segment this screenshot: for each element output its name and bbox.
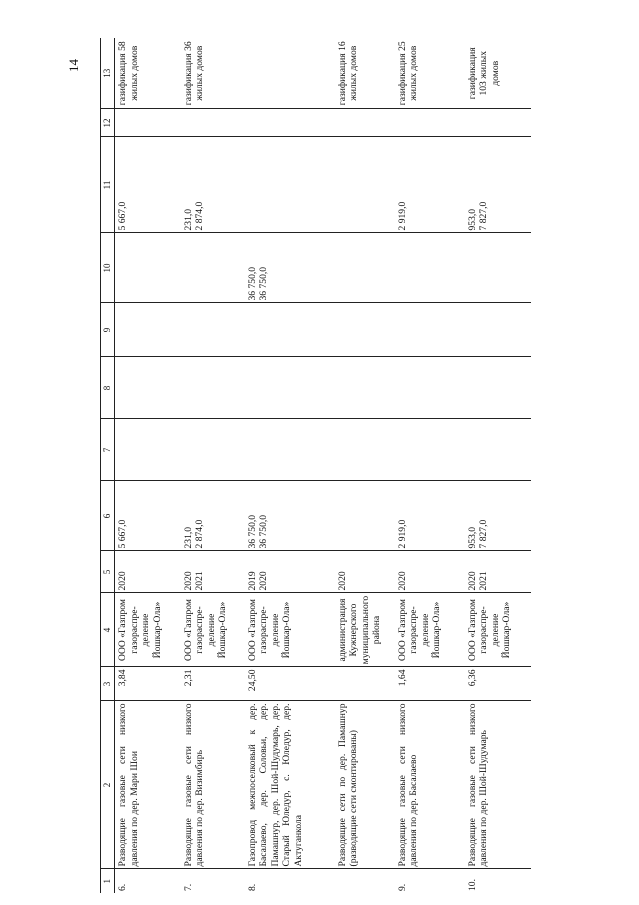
years (335, 551, 395, 593)
cell-col12 (245, 109, 335, 137)
cell-col8 (395, 357, 465, 419)
federal-cost (395, 233, 465, 303)
company-cost (395, 137, 465, 233)
cell-col8 (465, 357, 531, 419)
column-number: 13 (101, 38, 115, 109)
years-value: 2020 (182, 571, 194, 591)
company-cost-value: 231,0 (182, 208, 194, 231)
cell-col9 (115, 303, 181, 357)
cell-col9 (181, 303, 245, 357)
total-cost-value: 231,0 (182, 526, 194, 549)
network-length (335, 667, 395, 701)
note: газификация 25 жилых домов (395, 38, 465, 109)
table-row (395, 38, 465, 893)
object-name: Разводящие газовые сети низкого давления по дер. Мари Шои (115, 701, 181, 869)
federal-cost (335, 233, 395, 303)
gasification-table (100, 38, 531, 893)
company-cost-value: 2 874,0 (194, 201, 205, 231)
column-number: 9 (101, 303, 115, 357)
network-length: 3,84 (115, 667, 181, 701)
years-value: 2020 (466, 571, 478, 591)
company-cost (181, 137, 245, 233)
object-name: Газопровод межпоселковый к дер. Басалаево, дер. Соловьи, дер. Памашнур, дер. Шой-Шудумарь, дер. Старый Юледур, с. Юледур, дер. Актуганкола (245, 701, 335, 869)
rotated-page (100, 38, 520, 893)
note: газификация 58 жилых домов (115, 38, 181, 109)
federal-cost (181, 233, 245, 303)
total-cost (245, 481, 335, 551)
total-cost-value: 2 874,0 (194, 519, 205, 549)
cell-col12 (395, 109, 465, 137)
column-number: 1 (101, 869, 115, 893)
cell-col12 (181, 109, 245, 137)
total-cost (181, 481, 245, 551)
years-value: 2020 (336, 571, 348, 591)
owner: администрация Кужнерского муниципального района (335, 593, 395, 667)
row-number: 9. (396, 883, 408, 891)
years (395, 551, 465, 593)
owner: ООО «Газпром газораспре-деление Йошкар-Ола» (395, 593, 465, 667)
years-value: 2021 (194, 571, 205, 591)
network-length: 6,36 (465, 667, 531, 701)
cell-col7 (335, 419, 395, 481)
owner: ООО «Газпром газораспре-деление Йошкар-Ола» (181, 593, 245, 667)
years (245, 551, 335, 593)
column-number: 5 (101, 551, 115, 593)
company-cost (335, 137, 395, 233)
row-number: 6. (117, 883, 128, 891)
years-value: 2020 (258, 571, 269, 591)
total-cost-value: 953,0 (466, 526, 478, 549)
table-row (181, 38, 245, 893)
cell-col7 (181, 419, 245, 481)
total-cost (395, 481, 465, 551)
company-cost (465, 137, 531, 233)
object-name: Разводящие сети по дер. Памашнур (разводящие сети смонтированы) (335, 701, 395, 869)
years-value: 2019 (246, 571, 258, 591)
row-number: 10. (466, 879, 478, 891)
note (245, 38, 335, 109)
cell-col7 (465, 419, 531, 481)
owner: ООО «Газпром газораспре-деление Йошкар-Ола» (245, 593, 335, 667)
note: газификация 16 жилых домов (335, 38, 395, 109)
cell-col9 (395, 303, 465, 357)
cell-col12 (335, 109, 395, 137)
owner: ООО «Газпром газораспре-деление Йошкар-Ола» (465, 593, 531, 667)
column-number: 3 (101, 667, 115, 701)
column-number: 12 (101, 109, 115, 137)
row-number: 8. (246, 883, 258, 891)
object-name: Разводящие газовые сети низкого давления по дер. Басалаево (395, 701, 465, 869)
federal-cost (245, 233, 335, 303)
note: газификация 36 жилых домов (181, 38, 245, 109)
years-value: 2020 (117, 571, 128, 591)
total-cost-value: 5 667,0 (117, 519, 128, 549)
cell-col9 (465, 303, 531, 357)
total-cost-value: 36 750,0 (246, 514, 258, 549)
cell-col8 (335, 357, 395, 419)
table-row (465, 38, 531, 893)
federal-cost (465, 233, 531, 303)
network-length: 1,64 (395, 667, 465, 701)
total-cost-value: 7 827,0 (478, 519, 489, 549)
years-value: 2021 (478, 571, 489, 591)
column-number: 10 (101, 233, 115, 303)
object-name: Разводящие газовые сети низкого давления по дер. Визимбирь (181, 701, 245, 869)
company-cost-value: 5 667,0 (117, 201, 128, 231)
cell-col8 (115, 357, 181, 419)
company-cost-value: 953,0 (466, 208, 478, 231)
row-number (335, 869, 395, 893)
total-cost-value: 36 750,0 (258, 514, 269, 549)
column-number: 4 (101, 593, 115, 667)
total-cost (115, 481, 181, 551)
years (115, 551, 181, 593)
owner: ООО «Газпром газораспре-деление Йошкар-Ола» (115, 593, 181, 667)
company-cost-value: 7 827,0 (478, 201, 489, 231)
years-value: 2020 (396, 571, 408, 591)
column-number: 8 (101, 357, 115, 419)
company-cost (115, 137, 181, 233)
column-number: 11 (101, 137, 115, 233)
total-cost (335, 481, 395, 551)
column-number: 6 (101, 481, 115, 551)
object-name: Разводящие газовые сети низкого давления по дер. Шой-Шудумарь (465, 701, 531, 869)
federal-cost-value: 36 750,0 (246, 266, 258, 301)
total-cost-value: 2 919,0 (396, 519, 408, 549)
cell-col7 (395, 419, 465, 481)
note: газификация 103 жилых домов (465, 38, 531, 109)
row-number: 7. (182, 883, 194, 891)
page-number: 14 (66, 59, 81, 72)
cell-col9 (335, 303, 395, 357)
network-length: 24,50 (245, 667, 335, 701)
company-cost (245, 137, 335, 233)
header-row (101, 38, 115, 893)
column-number: 2 (101, 701, 115, 869)
table-row (245, 38, 335, 893)
cell-col7 (245, 419, 335, 481)
network-length: 2,31 (181, 667, 245, 701)
federal-cost (115, 233, 181, 303)
table-row (115, 38, 181, 893)
cell-col8 (245, 357, 335, 419)
table-row (335, 38, 395, 893)
cell-col7 (115, 419, 181, 481)
company-cost-value: 2 919,0 (396, 201, 408, 231)
cell-col8 (181, 357, 245, 419)
federal-cost-value: 36 750,0 (258, 266, 269, 301)
years (181, 551, 245, 593)
column-number: 7 (101, 419, 115, 481)
years (465, 551, 531, 593)
cell-col9 (245, 303, 335, 357)
cell-col12 (465, 109, 531, 137)
cell-col12 (115, 109, 181, 137)
total-cost (465, 481, 531, 551)
